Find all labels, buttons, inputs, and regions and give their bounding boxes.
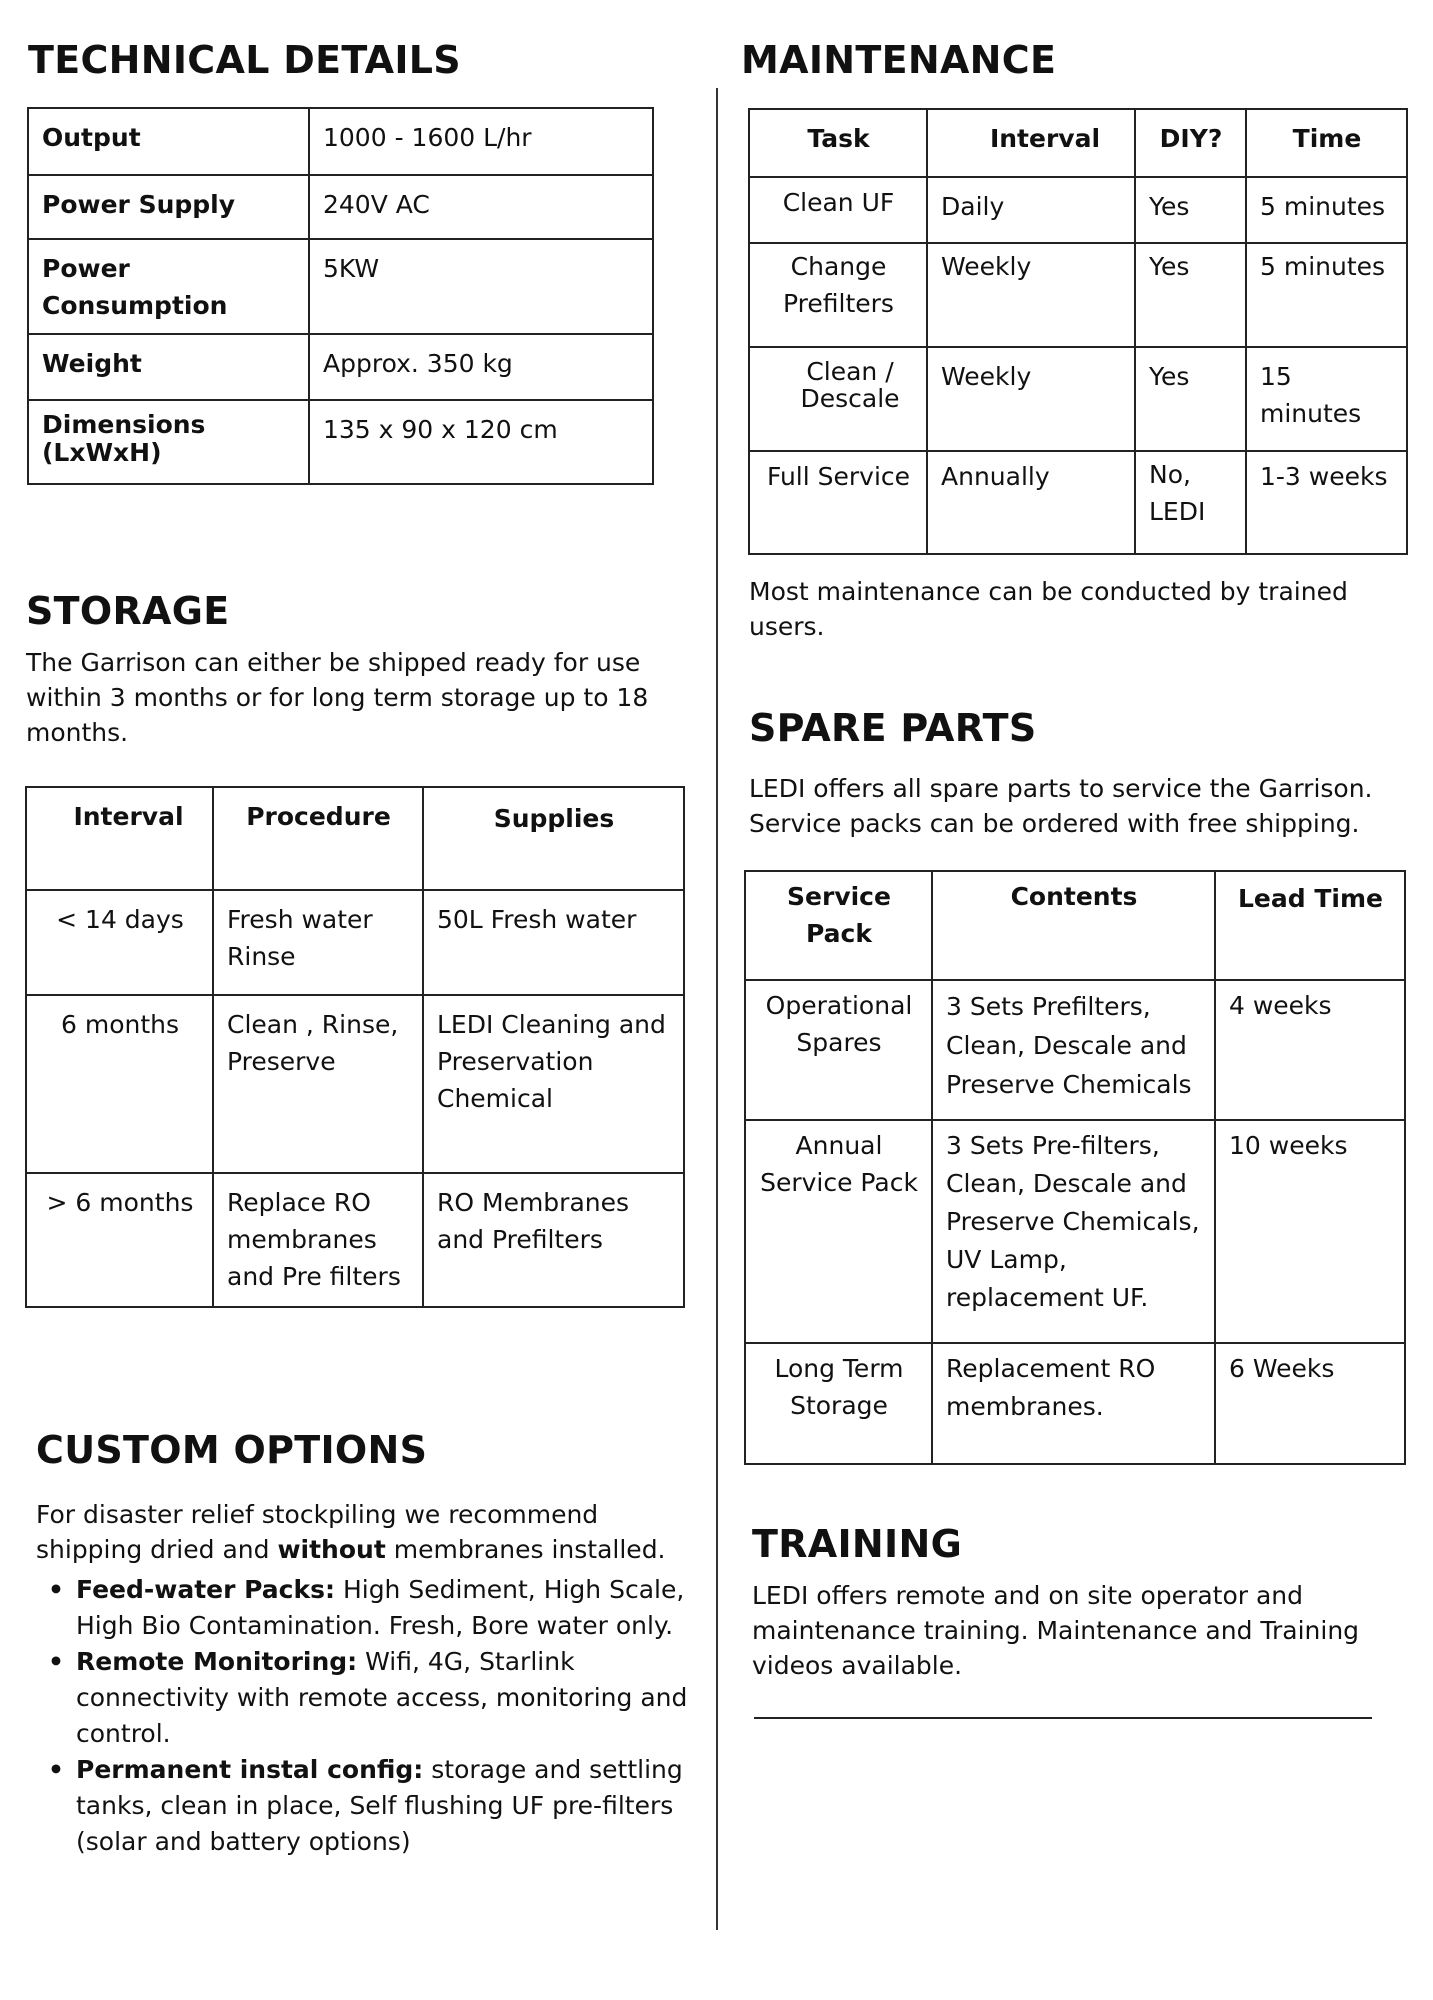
maintenance-note: Most maintenance can be conducted by trained users. — [749, 577, 1348, 641]
custom-options-list — [36, 1572, 696, 1860]
service-pack-lead-time: 6 Weeks — [1215, 1343, 1405, 1464]
maintenance-time: 1-3 weeks — [1246, 451, 1407, 554]
maintenance-diy: No, LEDI — [1135, 451, 1246, 554]
spec-label: Dimensions (LxWxH) — [28, 400, 309, 484]
storage-supplies: LEDI Cleaning and Preservation Chemical — [423, 995, 684, 1173]
service-pack-name: Long Term Storage — [745, 1343, 932, 1464]
spec-value: Approx. 350 kg — [309, 334, 653, 400]
bullet-icon: • — [48, 1755, 64, 1784]
technical-details-table — [27, 107, 654, 485]
column-header: Supplies — [423, 787, 684, 890]
table-row — [749, 347, 1407, 451]
maintenance-table — [748, 108, 1408, 555]
maintenance-interval: Weekly — [927, 243, 1135, 347]
spec-value: 135 x 90 x 120 cm — [309, 400, 653, 484]
column-header: Service Pack — [745, 871, 932, 980]
training-description: LEDI offers remote and on site operator and maintenance training. Maintenance and Training videos available. — [752, 1581, 1360, 1680]
spare-parts-table — [744, 870, 1406, 1465]
technical-details-title: TECHNICAL DETAILS — [28, 38, 461, 82]
storage-title: STORAGE — [26, 589, 230, 633]
option-label: Remote Monitoring: — [76, 1647, 358, 1676]
horizontal-rule — [754, 1717, 1372, 1719]
column-header: Contents — [932, 871, 1215, 980]
option-label: Feed-water Packs: — [76, 1575, 335, 1604]
list-item — [36, 1752, 696, 1860]
storage-interval: > 6 months — [26, 1173, 213, 1307]
table-row — [28, 175, 653, 239]
maintenance-interval: Daily — [927, 177, 1135, 243]
spec-label: Power Supply — [28, 175, 309, 239]
maintenance-task: Clean / Descale — [749, 347, 927, 451]
service-pack-contents: 3 Sets Pre-filters, Clean, Descale and Preserve Chemicals, UV Lamp, replacement UF. — [932, 1120, 1215, 1343]
storage-supplies: RO Membranes and Prefilters — [423, 1173, 684, 1307]
storage-supplies: 50L Fresh water — [423, 890, 684, 995]
table-row — [745, 980, 1405, 1120]
maintenance-task: Clean UF — [749, 177, 927, 243]
maintenance-interval: Annually — [927, 451, 1135, 554]
table-row — [28, 108, 653, 175]
service-pack-name: Annual Service Pack — [745, 1120, 932, 1343]
option-text: storage and settling tanks, clean in place, Self flushing UF pre-filters (solar and battery options) — [76, 1755, 683, 1856]
service-pack-lead-time: 4 weeks — [1215, 980, 1405, 1120]
storage-description: The Garrison can either be shipped ready for use within 3 months or for long term storage up to 18 months. — [26, 648, 649, 747]
column-divider — [716, 88, 718, 1930]
spec-value: 5KW — [309, 239, 653, 334]
table-row — [26, 890, 684, 995]
spec-label: Weight — [28, 334, 309, 400]
column-header: Task — [749, 109, 927, 177]
table-row — [749, 177, 1407, 243]
custom-options-intro — [36, 1497, 696, 1567]
column-header: DIY? — [1135, 109, 1246, 177]
spec-value: 1000 - 1600 L/hr — [309, 108, 653, 175]
storage-procedure: Replace RO membranes and Pre filters — [213, 1173, 423, 1307]
table-row — [28, 400, 653, 484]
list-item — [36, 1644, 696, 1752]
column-header: Interval — [26, 787, 213, 890]
table-row — [28, 239, 653, 334]
spec-label: Output — [28, 108, 309, 175]
table-row — [749, 243, 1407, 347]
column-header: Time — [1246, 109, 1407, 177]
column-header: Procedure — [213, 787, 423, 890]
intro-emphasis: without — [277, 1535, 386, 1564]
table-header-row — [26, 787, 684, 890]
maintenance-time: 15 minutes — [1246, 347, 1407, 451]
bullet-icon: • — [48, 1647, 64, 1676]
spare-parts-description: LEDI offers all spare parts to service the Garrison. Service packs can be ordered with free shipping. — [749, 774, 1373, 838]
storage-procedure: Clean , Rinse, Preserve — [213, 995, 423, 1173]
option-text: Wifi, 4G, Starlink connectivity with remote access, monitoring and control. — [76, 1647, 688, 1748]
maintenance-diy: Yes — [1135, 347, 1246, 451]
maintenance-time: 5 minutes — [1246, 243, 1407, 347]
maintenance-diy: Yes — [1135, 177, 1246, 243]
table-row — [745, 1120, 1405, 1343]
table-row — [26, 1173, 684, 1307]
custom-options-title: CUSTOM OPTIONS — [36, 1428, 428, 1472]
list-item — [36, 1572, 696, 1644]
intro-text-end: membranes installed. — [385, 1535, 666, 1564]
service-pack-name: Operational Spares — [745, 980, 932, 1120]
storage-table — [25, 786, 685, 1308]
table-header-row — [749, 109, 1407, 177]
table-row — [26, 995, 684, 1173]
maintenance-task: Full Service — [749, 451, 927, 554]
table-row — [28, 334, 653, 400]
bullet-icon: • — [48, 1575, 64, 1604]
storage-interval: < 14 days — [26, 890, 213, 995]
column-header: Lead Time — [1215, 871, 1405, 980]
maintenance-time: 5 minutes — [1246, 177, 1407, 243]
maintenance-task: Change Prefilters — [749, 243, 927, 347]
training-title: TRAINING — [752, 1522, 963, 1566]
storage-interval: 6 months — [26, 995, 213, 1173]
option-label: Permanent instal config: — [76, 1755, 424, 1784]
spec-label: Power Consumption — [28, 239, 309, 334]
table-header-row — [745, 871, 1405, 980]
intro-text: For disaster relief stockpiling we recommend shipping dried and — [36, 1500, 599, 1564]
maintenance-interval: Weekly — [927, 347, 1135, 451]
maintenance-title: MAINTENANCE — [741, 38, 1057, 82]
storage-procedure: Fresh water Rinse — [213, 890, 423, 995]
table-row — [745, 1343, 1405, 1464]
table-row — [749, 451, 1407, 554]
service-pack-contents: 3 Sets Prefilters, Clean, Descale and Preserve Chemicals — [932, 980, 1215, 1120]
service-pack-contents: Replacement RO membranes. — [932, 1343, 1215, 1464]
service-pack-lead-time: 10 weeks — [1215, 1120, 1405, 1343]
option-text: High Sediment, High Scale, High Bio Contamination. Fresh, Bore water only. — [76, 1575, 685, 1640]
spare-parts-title: SPARE PARTS — [749, 706, 1037, 750]
spec-value: 240V AC — [309, 175, 653, 239]
column-header: Interval — [927, 109, 1135, 177]
maintenance-diy: Yes — [1135, 243, 1246, 347]
